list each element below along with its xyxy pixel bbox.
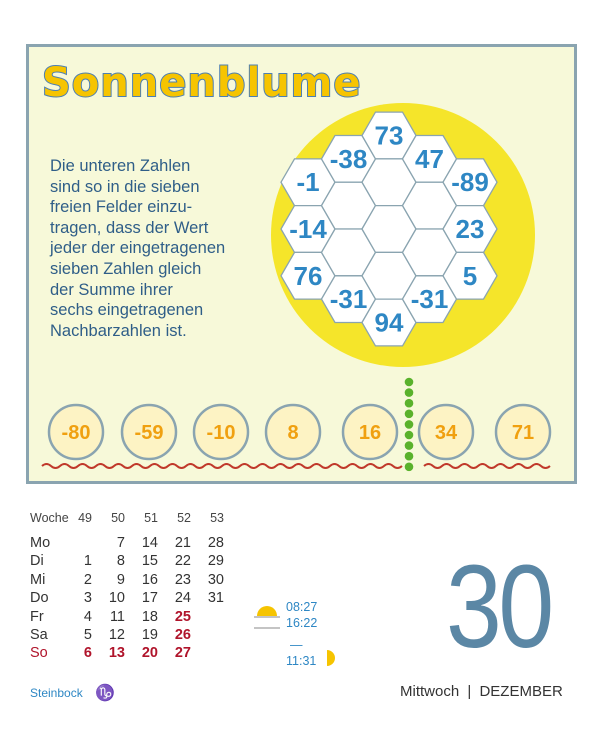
moon-dash: — <box>290 638 303 652</box>
calendar-date: 14 <box>141 535 158 551</box>
calendar-date: 28 <box>207 535 224 551</box>
number-bubble <box>122 405 176 459</box>
moon-icon <box>323 649 337 667</box>
instruction-line: jeder der eingetragenen <box>50 239 226 258</box>
stem-dot <box>405 410 414 419</box>
calendar-date: 21 <box>174 535 191 551</box>
number-bubble <box>343 405 397 459</box>
stem-dot <box>405 399 414 408</box>
hex-number: 5 <box>462 260 478 291</box>
weekday-label: Di <box>30 553 44 570</box>
sunset-time: 16:22 <box>286 616 318 630</box>
stem-dot <box>405 388 414 397</box>
week-number: 52 <box>177 511 191 525</box>
stem-dot <box>405 378 414 387</box>
moonrise-time: 11:31 <box>286 654 317 668</box>
calendar-date: 6 <box>83 645 92 662</box>
sunrise-icon <box>254 603 280 619</box>
calendar-date: 29 <box>207 553 224 570</box>
capricorn-icon: ♑ <box>95 685 115 702</box>
calendar-date: 11 <box>109 608 125 625</box>
weekday: Mittwoch <box>400 683 460 700</box>
calendar-date: 16 <box>141 571 158 588</box>
stem-dot <box>405 452 414 461</box>
calendar-date: 23 <box>174 571 191 588</box>
bubble-number: -59 <box>134 422 164 444</box>
calendar-date: 12 <box>108 627 125 643</box>
weekday-label: Fr <box>30 608 44 625</box>
weekday-label: Sa <box>30 627 48 643</box>
hex-number: 73 <box>374 120 404 151</box>
number-bubble <box>49 405 103 459</box>
number-bubbles <box>49 405 550 459</box>
month-name: DEZEMBER <box>479 683 563 700</box>
instruction-line: Die unteren Zahlen <box>50 157 191 175</box>
instruction-line: sind so in die sieben <box>50 177 200 196</box>
week-label: Woche <box>30 511 69 525</box>
weekday-label: So <box>30 645 48 662</box>
calendar-date: 7 <box>116 535 125 551</box>
hex-number: -38 <box>329 143 368 174</box>
weekday-month-line <box>400 683 563 700</box>
hex-number: -1 <box>296 167 320 198</box>
bubble-number: -80 <box>61 422 91 444</box>
calendar-date: 22 <box>174 553 191 570</box>
calendar-date: 2 <box>83 571 92 588</box>
hex-number: -31 <box>410 284 449 315</box>
zodiac-name: Steinbock <box>30 686 83 700</box>
horizon-line <box>254 626 280 630</box>
calendar-date: 30 <box>207 571 224 588</box>
hex-number: -31 <box>329 284 368 315</box>
number-bubble <box>266 405 320 459</box>
weekday-label: Mo <box>30 535 51 551</box>
number-bubble <box>194 405 248 459</box>
calendar-date: 31 <box>207 590 224 607</box>
calendar-date: 4 <box>83 608 92 625</box>
calendar-date: 1 <box>83 553 92 570</box>
stem-dot <box>405 431 414 440</box>
week-number: 50 <box>111 511 125 525</box>
weekday-label: Mi <box>30 571 46 588</box>
week-number: 51 <box>144 511 158 525</box>
stem-dot <box>405 441 414 450</box>
calendar-date: 10 <box>108 590 125 607</box>
calendar-date: 15 <box>141 553 158 570</box>
hex-number: 94 <box>374 307 404 338</box>
sunrise-time: 08:27 <box>286 600 318 614</box>
bubble-number: -10 <box>206 422 236 444</box>
week-number: 53 <box>210 511 224 525</box>
calendar-date: 5 <box>83 627 92 643</box>
bubble-number: 71 <box>511 422 535 444</box>
instruction-line: tragen, dass der Wert <box>50 218 209 237</box>
day-number: 30 <box>446 541 551 673</box>
calendar-date: 9 <box>116 571 125 588</box>
flower-stem <box>405 378 414 471</box>
wave-line-right <box>424 464 550 468</box>
calendar-date: 13 <box>108 645 125 662</box>
bubble-number: 8 <box>287 422 299 444</box>
calendar-date: 26 <box>174 627 191 643</box>
hex-number: -14 <box>289 214 327 244</box>
calendar-date: 3 <box>83 590 92 607</box>
hex-number: 76 <box>293 260 323 291</box>
calendar-date: 27 <box>174 645 191 662</box>
puzzle-title: Sonnenblume <box>42 60 362 106</box>
hex-number: 47 <box>415 143 444 174</box>
calendar-date: 8 <box>116 553 125 570</box>
number-bubble <box>496 405 550 459</box>
date-separator: | <box>467 683 472 700</box>
hex-number: 23 <box>455 214 485 244</box>
calendar-date: 19 <box>141 627 158 643</box>
weekday-label: Do <box>30 590 49 607</box>
instruction-line: freien Felder einzu- <box>50 198 193 217</box>
wave-line-left <box>42 464 402 468</box>
stem-dot <box>405 420 414 429</box>
calendar-date: 25 <box>174 608 191 625</box>
number-bubble <box>419 405 473 459</box>
stem-dot <box>405 463 414 472</box>
bubble-number: 34 <box>434 422 458 444</box>
puzzle-instructions <box>50 156 290 341</box>
instruction-line: sechs eingetragenen <box>50 301 204 320</box>
calendar-date: 20 <box>141 645 158 662</box>
hex-number: -89 <box>451 167 489 198</box>
calendar-date: 18 <box>141 608 158 625</box>
instruction-line: Nachbarzahlen ist. <box>50 321 187 340</box>
instruction-line: der Summe ihrer <box>50 280 173 299</box>
calendar-date: 24 <box>174 590 191 607</box>
week-number: 49 <box>78 511 92 525</box>
bubble-number: 16 <box>358 422 382 444</box>
calendar-date: 17 <box>141 590 158 607</box>
instruction-line: sieben Zahlen gleich <box>50 259 202 278</box>
